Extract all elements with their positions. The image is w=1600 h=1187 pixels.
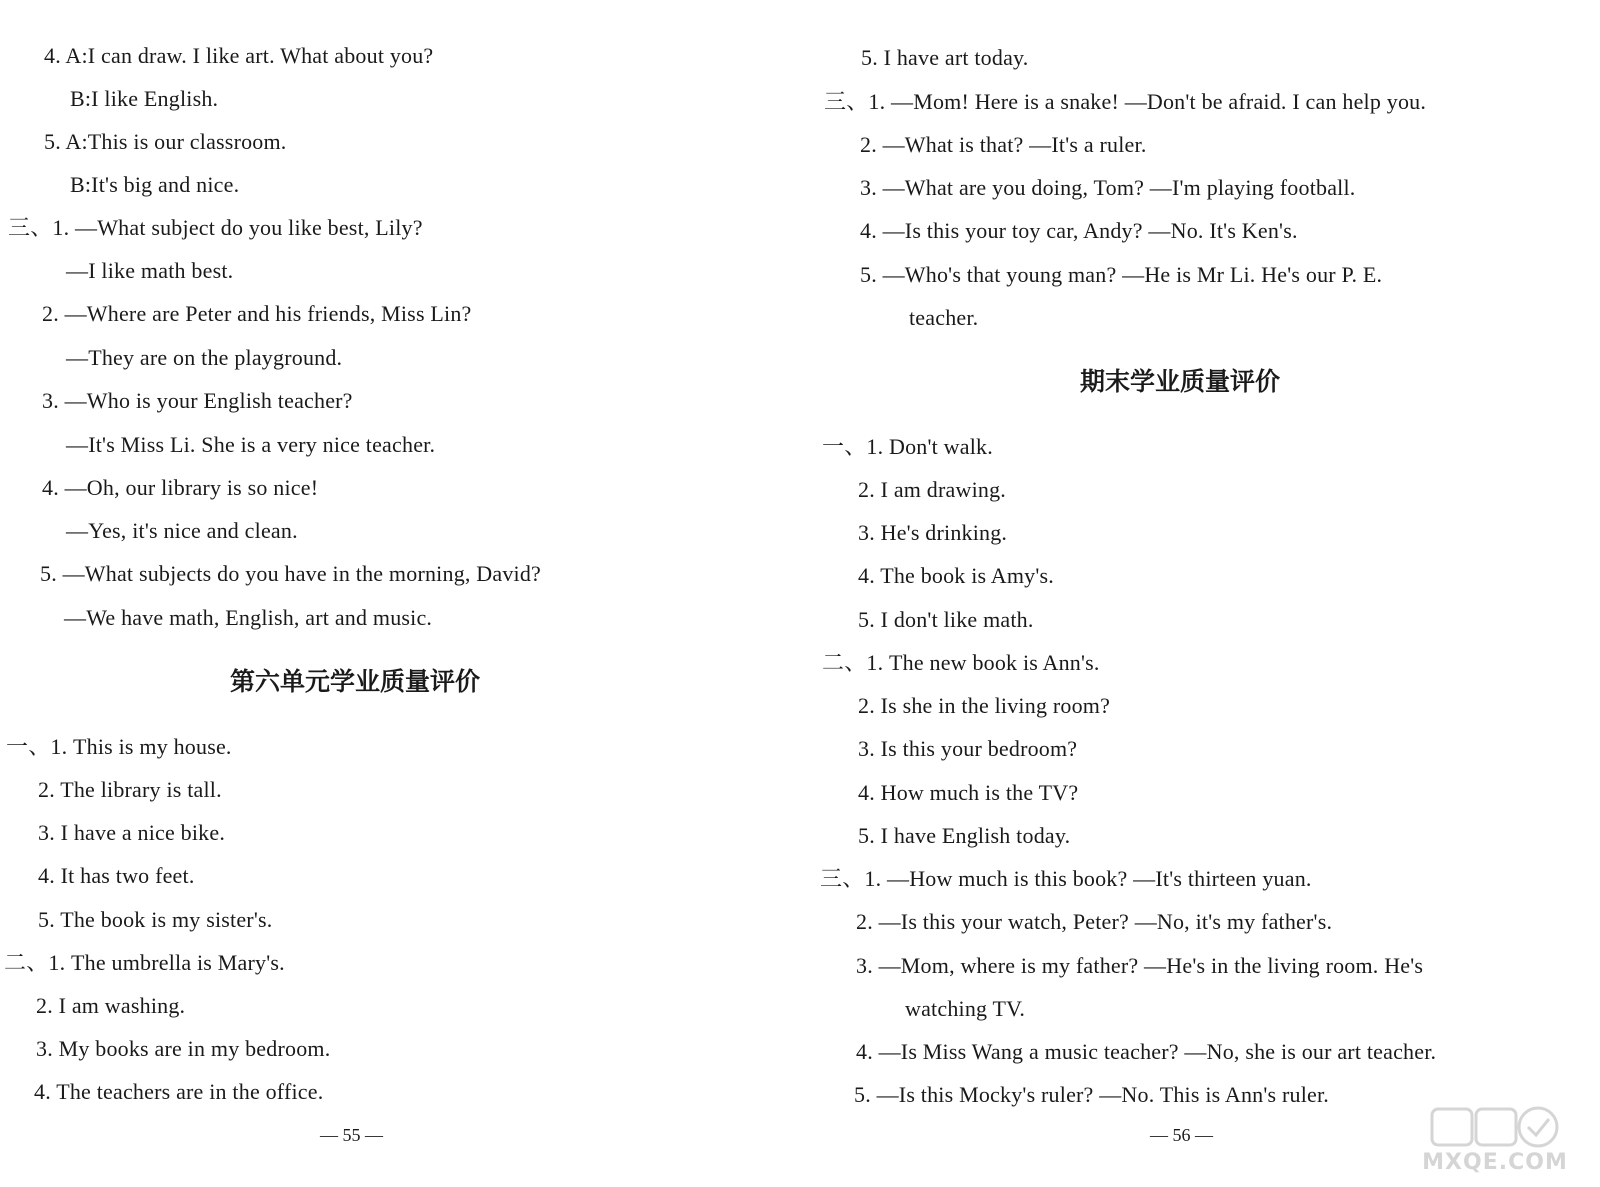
answer-line: 4. It has two feet. [38,863,195,888]
page-number: — 55 — [320,1125,383,1145]
answer-line: 2. Is she in the living room? [858,693,1111,718]
answer-line: 5. I have English today. [858,823,1071,848]
answer-line: B:It's big and nice. [70,172,240,197]
answer-line: 2. The library is tall. [38,777,222,802]
section-title: 第六单元学业质量评价 [230,667,481,696]
answer-line: —It's Miss Li. She is a very nice teacher. [66,432,436,457]
answer-line: 2. I am drawing. [858,477,1006,502]
answer-line: teacher. [909,305,979,330]
answer-line: 5. I have art today. [861,45,1029,70]
answer-line: —Yes, it's nice and clean. [66,518,298,543]
answer-line: 2. —Where are Peter and his friends, Miss Lin? [42,301,472,326]
answer-line: 三、1. —How much is this book? —It's thirteen yuan. [820,866,1312,891]
answer-line: 3. —Mom, where is my father? —He's in the living room. He's [856,953,1424,978]
answer-line: 2. —What is that? —It's a ruler. [860,132,1147,157]
answer-line: watching TV. [905,996,1026,1021]
answer-line: 4. How much is the TV? [858,780,1079,805]
answer-line: 5. A:This is our classroom. [44,129,287,154]
answer-line: 三、1. —Mom! Here is a snake! —Don't be afraid. I can help you. [824,89,1427,114]
answer-line: —They are on the playground. [66,345,343,370]
answer-line: 一、1. Don't walk. [822,434,993,459]
answer-seal-icon [1430,1103,1560,1151]
answer-line: —I like math best. [66,258,234,283]
answer-line: 二、1. The new book is Ann's. [822,650,1100,675]
answer-line: 3. I have a nice bike. [38,820,226,845]
answer-line: 二、1. The umbrella is Mary's. [4,950,285,975]
answer-line: 2. —Is this your watch, Peter? —No, it's my father's. [856,909,1333,934]
answer-line: 3. —Who is your English teacher? [42,388,353,413]
answer-line: 4. —Oh, our library is so nice! [42,475,319,500]
left-page [0,0,790,1187]
answer-line: 4. The book is Amy's. [858,563,1054,588]
answer-line: 4. —Is this your toy car, Andy? —No. It's Ken's. [860,218,1298,243]
answer-line: 5. —Is this Mocky's ruler? —No. This is Ann's ruler. [854,1082,1330,1107]
answer-line: 4. A:I can draw. I like art. What about you? [44,43,434,68]
answer-line: 3. Is this your bedroom? [858,736,1078,761]
answer-line: 3. He's drinking. [858,520,1008,545]
answer-line: 4. The teachers are in the office. [34,1079,324,1104]
page-number: — 56 — [1150,1125,1213,1145]
right-page [800,0,1600,1187]
watermark-text: MXQE.COM [1422,1150,1568,1175]
answer-line: 一、1. This is my house. [6,734,232,759]
answer-line: 5. I don't like math. [858,607,1034,632]
site-watermark [1410,1103,1580,1175]
answer-line: —We have math, English, art and music. [64,605,433,630]
answer-line: 3. My books are in my bedroom. [36,1036,331,1061]
answer-line: B:I like English. [70,86,219,111]
answer-line: 2. I am washing. [36,993,186,1018]
answer-line: 三、1. —What subject do you like best, Lily? [8,215,423,240]
section-title: 期末学业质量评价 [1080,367,1281,396]
answer-line: 5. —What subjects do you have in the morning, David? [40,561,542,586]
answer-line: 5. —Who's that young man? —He is Mr Li. He's our P. E. [860,262,1383,287]
answer-line: 5. The book is my sister's. [38,907,273,932]
answer-line: 4. —Is Miss Wang a music teacher? —No, she is our art teacher. [856,1039,1437,1064]
answer-line: 3. —What are you doing, Tom? —I'm playing football. [860,175,1356,200]
